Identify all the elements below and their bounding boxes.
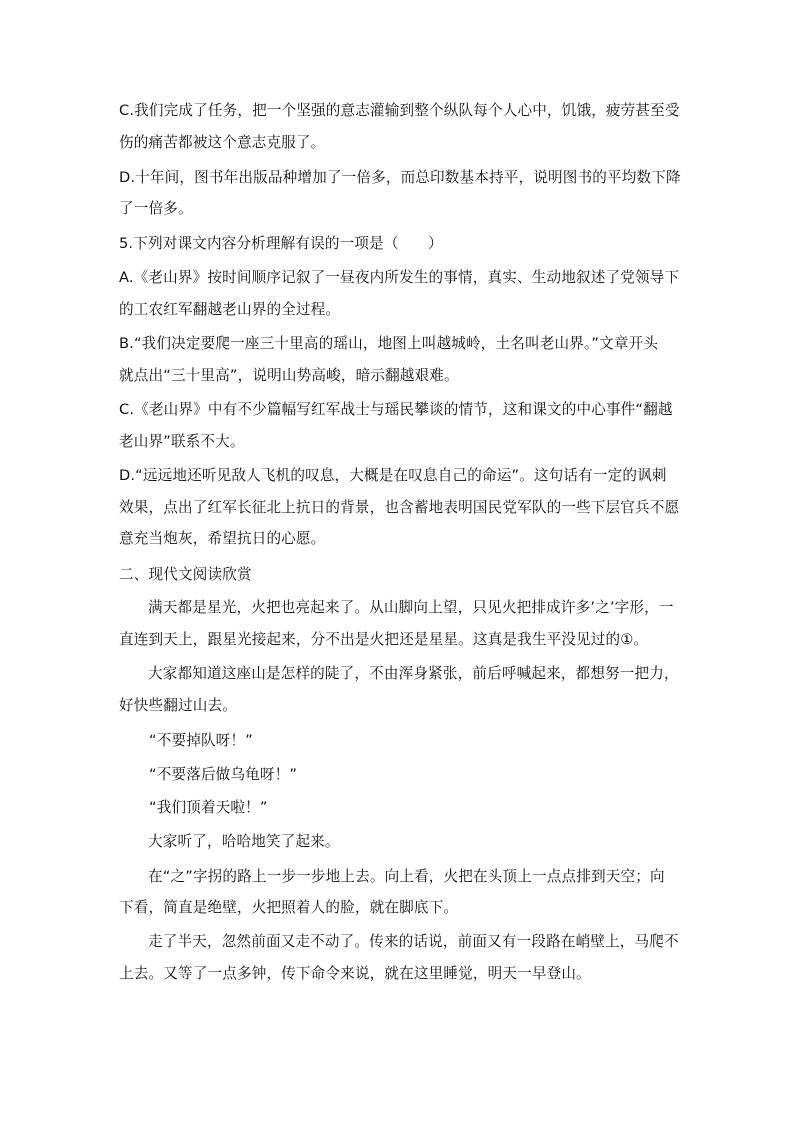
answer-a-line-1: A.《老山界》按时间顺序记叙了一昼夜内所发生的事情，真实、生动地叙述了党领导下 <box>119 269 680 286</box>
section-heading: 二、现代文阅读欣赏 <box>119 566 252 583</box>
passage-para-1-line-1: 满天都是星光，火把也亮起来了。从山脚向上望，只见火把排成许多’之’字形，一 <box>148 599 674 616</box>
passage-para-3: 大家听了，哈哈地笑了起来。 <box>148 833 340 850</box>
answer-c-line-2: 老山界”联系不大。 <box>119 433 245 450</box>
option-d-line-1: D.十年间，图书年出版品种增加了一倍多，而总印数基本持平，说明图书的平均数下降 <box>119 169 681 186</box>
passage-para-1-line-2: 直连到天上，跟星光接起来，分不出是火把还是星星。这真是我生平没见过的①。 <box>119 631 649 648</box>
option-c-line-2: 伤的痛苦都被这个意志克服了。 <box>119 134 326 151</box>
passage-para-5-line-1: 走了半天，忽然前面又走不动了。传来的话说，前面又有一段路在峭壁上，马爬不 <box>148 933 679 950</box>
passage-quote-2: “不要落后做乌龟呀！” <box>149 766 298 783</box>
passage-para-2-line-1: 大家都知道这座山是怎样的陡了，不由浑身紧张，前后呼喊起来，都想努一把力， <box>148 665 679 682</box>
passage-para-2-line-2: 好快些翻过山去。 <box>119 697 237 714</box>
answer-d-line-2: 效果，点出了红军长征北上抗日的背景，也含蓄地表明国民党军队的一些下层官兵不愿 <box>119 499 680 516</box>
passage-para-5-line-2: 上去。又等了一点多钟，传下命令来说，就在这里睡觉，明天一早登山。 <box>119 965 591 982</box>
answer-a-line-2: 的工农红军翻越老山界的全过程。 <box>119 301 341 318</box>
answer-c-line-1: C.《老山界》中有不少篇幅写红军战士与瑶民攀谈的情节，这和课文的中心事件“翻越 <box>119 401 673 418</box>
answer-b-line-1: B.“我们决定要爬一座三十里高的瑶山，地图上叫越城岭，土名叫老山界。”文章开头 <box>119 335 659 352</box>
passage-quote-1: “不要掉队呀！” <box>149 732 253 749</box>
option-d-line-2: 了一倍多。 <box>119 200 193 217</box>
passage-quote-3: “我们顶着天啦！” <box>149 799 268 816</box>
passage-para-4-line-1: 在“之”字拐的路上一步一步地上去。向上看，火把在头顶上一点点排到天空；向 <box>148 868 665 885</box>
option-c-line-1: C.我们完成了任务，把一个坚强的意志灌输到整个纵队每个人心中，饥饿，疲劳甚至受 <box>119 102 680 119</box>
answer-d-line-3: 意充当炮灰，希望抗日的心愿。 <box>119 530 326 547</box>
question-5: 5.下列对课文内容分析理解有误的一项是（ ） <box>119 235 443 252</box>
passage-para-4-line-2: 下看，简直是绝壁，火把照着人的脸，就在脚底下。 <box>119 899 459 916</box>
answer-b-line-2: 就点出“三十里高”，说明山势高峻，暗示翻越艰难。 <box>119 367 459 384</box>
answer-d-line-1: D.“远远地还听见敌人飞机的叹息，大概是在叹息自己的命运”。这句话有一定的讽刺 <box>119 467 667 484</box>
